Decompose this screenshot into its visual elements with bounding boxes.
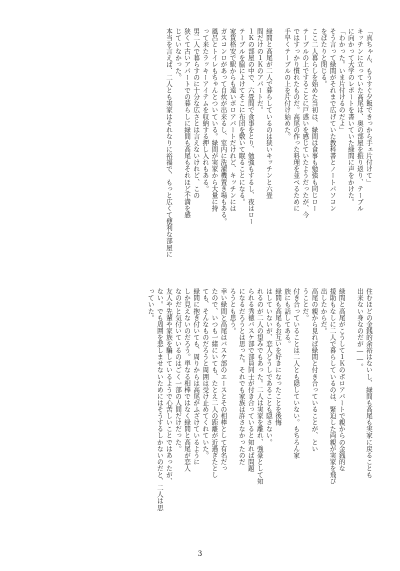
text-line: れるのが二人の望みでもあった。二人は実家を離れ、強豪として知 (255, 288, 264, 485)
text-line: 住むほどの金銭的余裕はないし、緑間も高尾も実家に戻ることも (365, 288, 373, 478)
text-line: 手早くテーブルの上を片付け始めた。 (283, 28, 292, 140)
text-line: テーブルの上ですることに戸惑いを感じていたようだったが、今 (301, 28, 310, 218)
text-line: じていなかった。 (174, 28, 183, 81)
text-line: られる秀徳バスケ部で部員同士が付き合っていると知れば問題 (246, 288, 255, 472)
text-line: 出来ない身なのだが――。 (355, 288, 364, 370)
text-line: １Ｋの部屋の中で、六畳間で食事をとり、勉強もするし、夜はロー (246, 28, 255, 225)
page-number: 3 (197, 550, 203, 558)
text-line: 風呂とトイレもちゃんとついている。緑間が実家から大量に持 (210, 28, 219, 212)
text-line: 緑間と高尾がこうして１Ｋのボロアパートで親からの金銭的な (337, 288, 346, 472)
text-line: 付き合っていることは二人とも隠していない。もちろん家 (292, 288, 301, 459)
text-line (273, 28, 282, 256)
text-line: 族にも話してある。 (283, 288, 292, 347)
text-line: 本当を言えば、二人とも実家はそれなりに裕福で、もっと広くて便利な部屋に (164, 28, 173, 258)
text-line: 狭くて古いアパートでの暮らしに緑間も高尾もそれほど不満を感 (183, 28, 192, 218)
lower-text-block (146, 288, 373, 524)
text-line: 出したからだ。 (319, 288, 328, 334)
text-line: そう言って緑間がそれまで広げていた教科書とノートパソコン (328, 28, 337, 212)
text-line: 「わかった。いま片付けるのだよ」 (337, 28, 346, 133)
text-line: うことだ。 (301, 288, 310, 321)
text-line (346, 288, 355, 524)
text-line: しか見えないのだろう。単なる相棒ではなく緑間と高尾が恋人 (183, 288, 192, 472)
text-line: って来たラッキーアイテムを収納する押し入れもある。 (201, 28, 210, 192)
text-line: はしていないが、恋人どうしであることも隠さない。 (264, 288, 273, 446)
text-line: ろうとも思う。 (228, 288, 237, 334)
text-line: っていた。 (146, 288, 155, 321)
text-line: キッチンに立っていた高尾は、奥の部屋を振り返り、テーブル (355, 28, 364, 212)
text-line: ても、そんなものだろうと周囲は受け止めてくれていた。 (201, 288, 210, 459)
text-line: たので、いつも一緒にいても、たとえ二人の距離が近過ぎたとし (210, 288, 219, 478)
text-line: をぱたりと閉じる。 (319, 28, 328, 87)
text-line: に向かって大学のレポートを書いていた緑間に声をかけた。 (346, 28, 355, 205)
text-line: テーブルを脇によけてそこに布団を敷いて眠ることになる。 (237, 28, 246, 205)
text-line: 幸い緑間と高尾はバスケ部のエースとその相棒として有名だっ (219, 288, 228, 472)
text-line: 高尾の親から見れば緑間と付き合っていることが、とい (310, 288, 319, 452)
text-line: 友人や先輩や家族を騙しているようで心苦しいことではあったが、 (164, 288, 173, 485)
text-line: ではすっかり慣れたものだ。高尾の作った料理を並べるために (292, 28, 301, 212)
text-line: 緑間に抱き付いても、周りからは高尾がふざけているように (192, 288, 201, 465)
text-line: になるだろうとは思った。それでも家族は許さなかったのだ (237, 288, 246, 465)
upper-text-block (164, 28, 373, 256)
text-line: 家賃格安で駅からも遠いボロアパートだけれど、キッチンには (228, 28, 237, 212)
text-line: 「真ちゃん、もうすぐ夕飯できっから手ェ片付けて」 (365, 28, 373, 186)
text-line: 男二人で暮らすのに十分な広さとは言えないけれど、この (192, 28, 201, 199)
text-line: 間だけの１Ｋのアパートだ。 (255, 28, 264, 114)
text-line: ない。でも周囲を悲しませないためにはそうするしかないのだと、二人は思 (155, 288, 164, 511)
text-line: 援助もなしに二人で暮らしているのは、緊迫した両親が実家を飛び (328, 288, 337, 485)
text-line: 緑間と高尾が二人で暮らしているのは狭いキッチンと六畳 (264, 28, 273, 199)
text-line: ここ二人暮らしを始めた当初は、緑間は食事も勉強も同じロー (310, 28, 319, 212)
text-line: 緑間も高尾もお互いを好きになったことを後悔 (274, 288, 283, 426)
text-line: なのだと気付いているのはごく一部の人間だけだった。 (174, 288, 183, 452)
text-line: ガスコンロがあって自炊が出来るし、室内に洗濯機置き場もある。 (219, 28, 228, 225)
